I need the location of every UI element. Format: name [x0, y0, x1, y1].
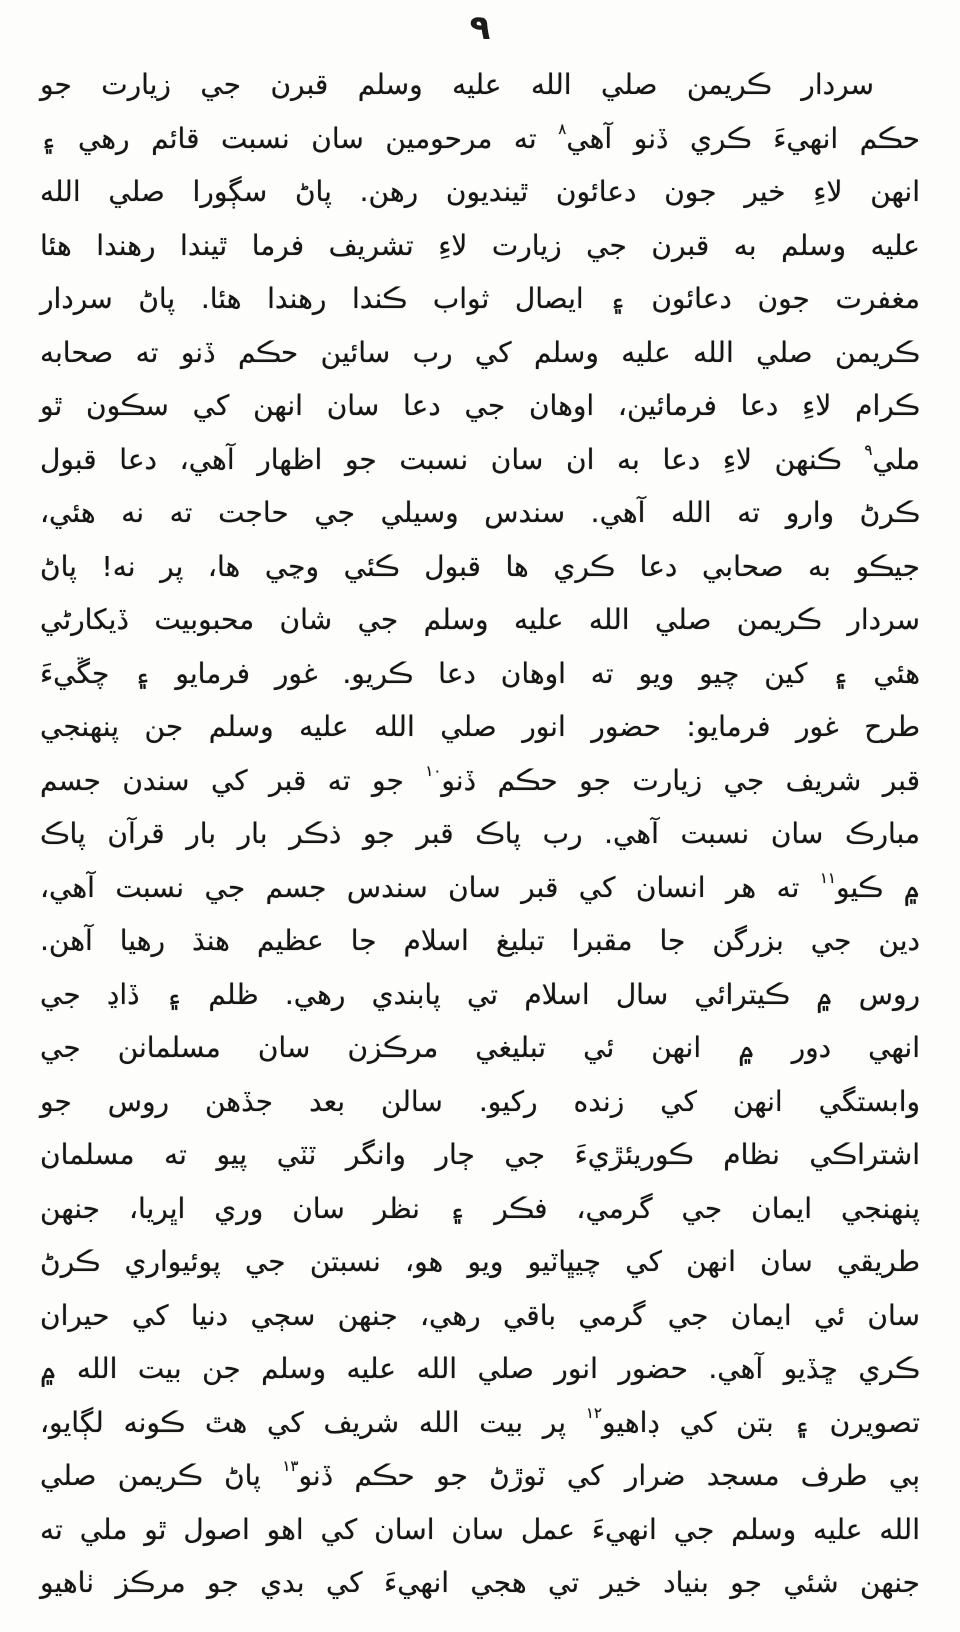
footnote-marker: ١٢	[585, 1403, 602, 1422]
text-line: ڪريمن صلي الله عليه وسلم کي رب سائين حڪم ڏنو ته صحابه	[40, 335, 920, 369]
text-line: انهن لاءِ خير جون دعائون ٿينديون رهن. پاڻ سڳورا صلي الله	[40, 175, 920, 208]
text-line: هئي ۽ کين چيو ويو ته اوهان دعا ڪريو. غور فرمايو ۽ چڱيءَ	[40, 656, 920, 690]
text-line: طريقي سان انهن کي چيڀاٽيو ويو هو، نسبتن جي پوئيواري ڪرڻ	[40, 1245, 920, 1278]
text-line: ڪري ڇڏيو آهي. حضور انور صلي الله عليه وسلم جن بيت الله ۾	[40, 1352, 920, 1385]
text-line: ڪرام لاءِ دعا فرمائين، اوهان جي دعا سان انهن کي سڪون ٿو	[40, 389, 920, 422]
text-line: سردار ڪريمن صلي الله عليه وسلم جي شان محبوبيت ڏيکارڻي	[40, 603, 920, 636]
footnote-marker: ٨	[558, 119, 567, 138]
footnote-marker: ١١	[819, 868, 836, 887]
text-line: مبارڪ سان نسبت آهي. رب پاڪ قبر جو ذڪر بار بار قرآن پاڪ	[40, 817, 920, 850]
text-line: طرح غور فرمايو: حضور انور صلي الله عليه وسلم جن پنهنجي	[40, 710, 920, 743]
text-line: انهي دور ۾ انهن ئي تبليغي مرڪزن سان مسلمانن جي	[40, 1031, 920, 1064]
text-line: دين جي بزرگن جا مقبرا تبليغ اسلام جا عظيم هنڌ رهيا آهن.	[40, 924, 920, 957]
footnote-marker: ٩	[864, 440, 873, 459]
text-line: الله عليه وسلم جي انهيءَ عمل سان اسان کي اهو اصول ٿو ملي ته	[40, 1512, 920, 1546]
text-line: جيڪو به صحابي دعا ڪري ها قبول ڪئي وڃي ها، پر نه! پاڻ	[40, 549, 920, 583]
footnote-marker: ١٠	[425, 761, 442, 780]
text-line: تصويرن ۽ بتن کي ڊاهيو$^{١٢}$ پر بيت الله شريف کي هٿ ڪونه لڳايو،	[40, 1403, 920, 1439]
text-line: ٻي طرف مسجد ضرار کي ٽوڙڻ جو حڪم ڏنو$^{١٣}$ پاڻ ڪريمن صلي	[40, 1457, 920, 1492]
text-line: ڪرڻ وارو ته الله آهي. سندس وسيلي جي حاجت ته نه هئي،	[40, 496, 920, 529]
text-line: مغفرت جون دعائون ۽ ايصال ثواب ڪندا رهندا هئا. پاڻ سردار	[40, 282, 920, 315]
text-line: ۾ ڪيو$^{١١}$ ته هر انسان کي قبر سان سندس جسم جي نسبت آهي،	[40, 868, 920, 904]
text-line: حڪم انهيءَ ڪري ڏنو آهي$^٨$ ته مرحومين سان نسبت قائم رهي ۽	[40, 119, 921, 155]
footnote-marker: ١٣	[282, 1457, 299, 1475]
text-line: اشتراڪي نظام ڪوريئڙيءَ جي ڄار وانگر ٽٽي پيو ته مسلمان	[40, 1138, 920, 1171]
text-line: روس ۾ ڪيترائي سال اسلام تي پابندي رهي. ظلم ۽ ڏاڍ جي	[40, 977, 920, 1011]
body-text	[40, 58, 920, 1610]
text-line: قبر شريف جي زيارت جو حڪم ڏنو$^{١٠}$ جو ته قبر کي سندن جسم	[40, 761, 920, 797]
page-number: ٩	[469, 8, 491, 48]
text-line: وابستگي انهن کي زنده رکيو. سالن بعد جڏهن روس جو	[40, 1084, 920, 1118]
text-line: جنهن شئي جو بنياد خير تي هجي انهيءَ کي بدي جو مرڪز ٺاهيو	[40, 1566, 920, 1599]
text-line: پنهنجي ايمان جي گرمي، فڪر ۽ نظر سان وري اڀريا، جنهن	[40, 1191, 920, 1225]
text-line: ملي$^٩$ ڪنهن لاءِ دعا به ان سان نسبت جو اظهار آهي، دعا قبول	[40, 440, 920, 476]
text-line: عليه وسلم به قبرن جي زيارت لاءِ تشريف فرما ٿيندا رهندا هئا	[40, 228, 920, 262]
text-line: سان ئي ايمان جي گرمي باقي رهي، جنهن سڄي دنيا کي حيران	[40, 1298, 920, 1332]
text-line: سردار ڪريمن صلي الله عليه وسلم قبرن جي زيارت جو	[40, 68, 874, 101]
